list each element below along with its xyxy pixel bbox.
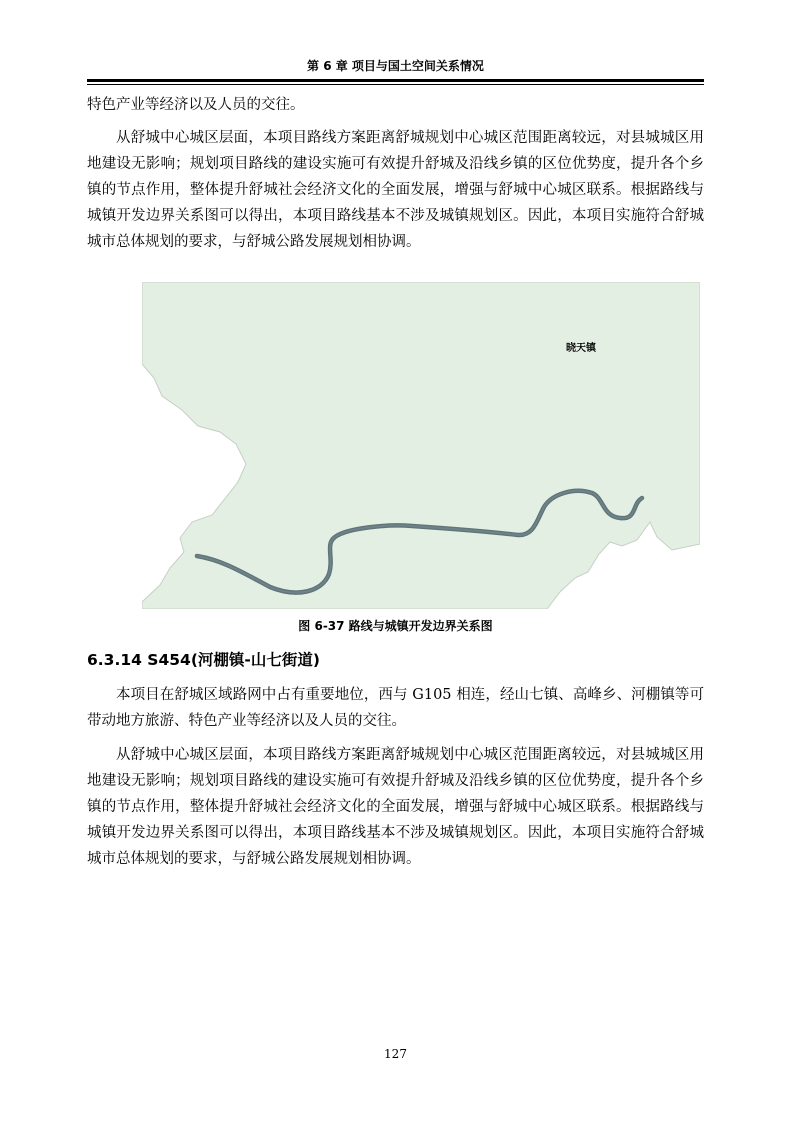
page-header: 第 6 章 项目与国土空间关系情况 <box>307 59 484 73</box>
section-heading: 6.3.14 S454(河棚镇-山七街道) <box>87 651 320 669</box>
paragraph-network-role: 本项目在舒城区域路网中占有重要地位，西与 G105 相连，经山七镇、高峰乡、河棚镇等可带动地方旅游、特色产业等经济以及人员的交往。 <box>87 687 704 729</box>
paragraph-city-center: 从舒城中心城区层面，本项目路线方案距离舒城规划中心城区范围距离较远，对县城城区用地建设无影响；规划项目路线的建设实施可有效提升舒城及沿线乡镇的区位优势度，提升各个乡镇的节点作用，整体提升舒城社会经济文化的全面发展，增强与舒城中心城区联系。根据路线与城镇开发边界关系图可以得出，本项目路线基本不涉及城镇规划区。因此，本项目实施符合舒城城市总体规划的要求，与舒城公路发展规划相协调。 <box>87 130 704 250</box>
paragraph-continuation: 特色产业等经济以及人员的交往。 <box>87 97 305 113</box>
town-label: 晓天镇 <box>566 343 596 354</box>
route-boundary-map <box>142 282 700 609</box>
page-number: 127 <box>384 1047 407 1061</box>
header-rule-thick <box>87 79 704 82</box>
paragraph-city-center-2: 从舒城中心城区层面，本项目路线方案距离舒城规划中心城区范围距离较远，对县城城区用地建设无影响；规划项目路线的建设实施可有效提升舒城及沿线乡镇的区位优势度，提升各个乡镇的节点作用，整体提升舒城社会经济文化的全面发展，增强与舒城中心城区联系。根据路线与城镇开发边界关系图可以得出，本项目路线基本不涉及城镇规划区。因此，本项目实施符合舒城城市总体规划的要求，与舒城公路发展规划相协调。 <box>87 747 704 867</box>
figure-caption: 图 6-37 路线与城镇开发边界关系图 <box>298 619 493 633</box>
header-rule-thin <box>87 84 704 85</box>
